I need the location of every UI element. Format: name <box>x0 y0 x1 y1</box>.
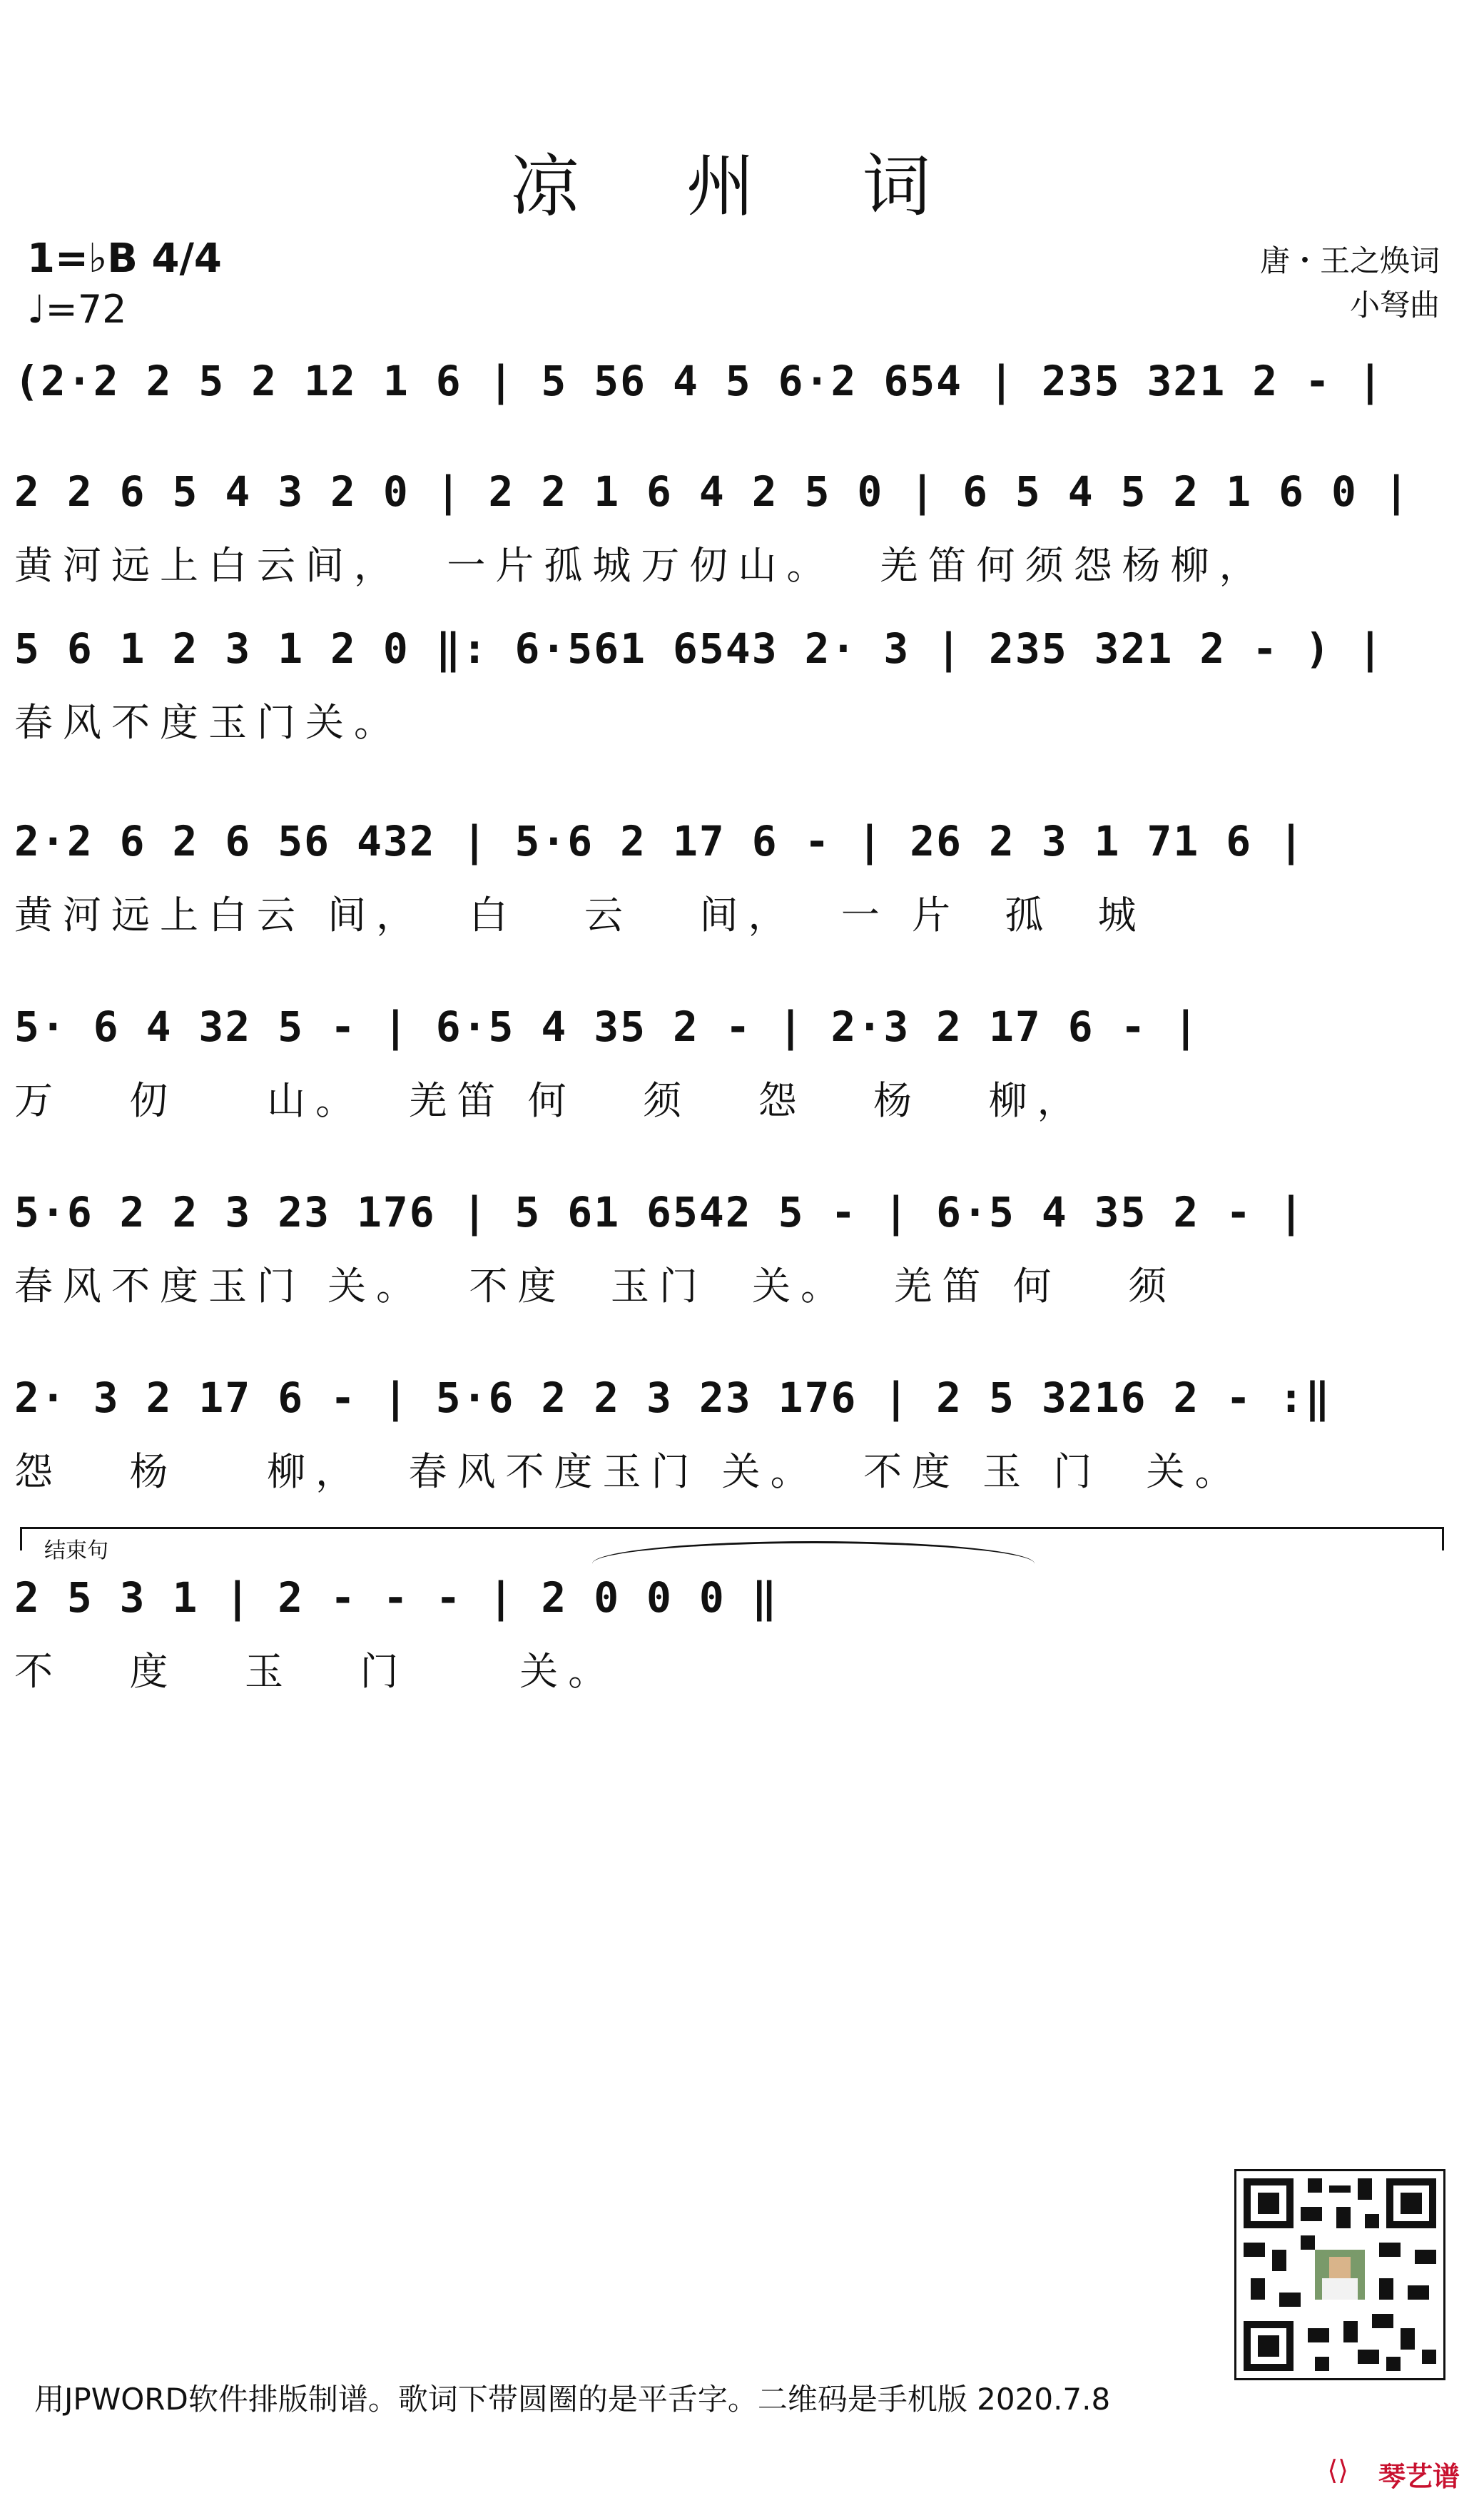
qr-code-icon <box>1236 2171 1443 2378</box>
notes-line: (2·2 2 5 2 12 1 6 | 5 56 4 5 6·2 654 | 235 321 2 - | <box>14 357 1384 405</box>
composer-credit: 小弩曲 <box>1349 288 1440 323</box>
notes-line: 5·6 2 2 3 23 176 | 5 61 6542 5 - | 6·5 4 35 2 - | <box>14 1188 1306 1237</box>
lyrics-line: 黄河远上白云间， 一片孤城万仞山。 羌笛何须怨杨柳， <box>14 543 1268 588</box>
brand-watermark: 琴艺谱 <box>1378 2461 1460 2492</box>
footnote: 用JPWORD软件排版制谱。歌词下带圆圈的是平舌字。二维码是手机版 2020.7.8 <box>34 2382 1111 2417</box>
notes-line: 5 6 1 2 3 1 2 0 ‖: 6·561 6543 2· 3 | 235 321 2 - ) | <box>14 624 1384 673</box>
tempo-marking: ♩=72 <box>27 287 127 332</box>
notes-line: 2·2 6 2 6 56 432 | 5·6 2 17 6 - | 26 2 3 1 71 6 | <box>14 817 1306 865</box>
credits <box>1260 239 1440 328</box>
lyricist-credit: 唐・王之焕词 <box>1259 243 1440 278</box>
lyrics-line: 黄河远上白云 间， 白 云 间， 一 片 孤 城 <box>14 893 1147 938</box>
brand-logo-icon: ⟨⟩ <box>1327 2454 1348 2486</box>
qr-code <box>1234 2169 1445 2380</box>
notes-line: 2 2 6 5 4 3 2 0 | 2 2 1 6 4 2 5 0 | 6 5 4 5 2 1 6 0 | <box>14 467 1411 516</box>
lyrics-line: 春风不度玉门关。 <box>14 700 402 745</box>
page-title: 凉 州 词 <box>510 146 974 226</box>
notes-line: 2· 3 2 17 6 - | 5·6 2 2 3 23 176 | 2 5 3216 2 - :‖ <box>14 1374 1331 1422</box>
lyrics-line: 万 仞 山。 羌笛 何 须 怨 杨 柳， <box>14 1078 1086 1123</box>
lyrics-line: 不 度 玉 门 关。 <box>14 1649 617 1694</box>
ending-label: 结束句 <box>44 1538 108 1563</box>
lyrics-line: 春风不度玉门 关。 不度 玉门 关。 羌笛 何 须 <box>14 1264 1177 1309</box>
lyrics-line: 怨 杨 柳， 春风不度玉门 关。 不度 玉 门 关。 <box>14 1449 1244 1494</box>
notes-line: 5· 6 4 32 5 - | 6·5 4 35 2 - | 2·3 2 17 6 - | <box>14 1002 1200 1051</box>
notes-line: 2 5 3 1 | 2 - - - | 2 0 0 0 ‖ <box>14 1573 778 1622</box>
key-signature: 1=♭B 4/4 <box>27 235 222 282</box>
